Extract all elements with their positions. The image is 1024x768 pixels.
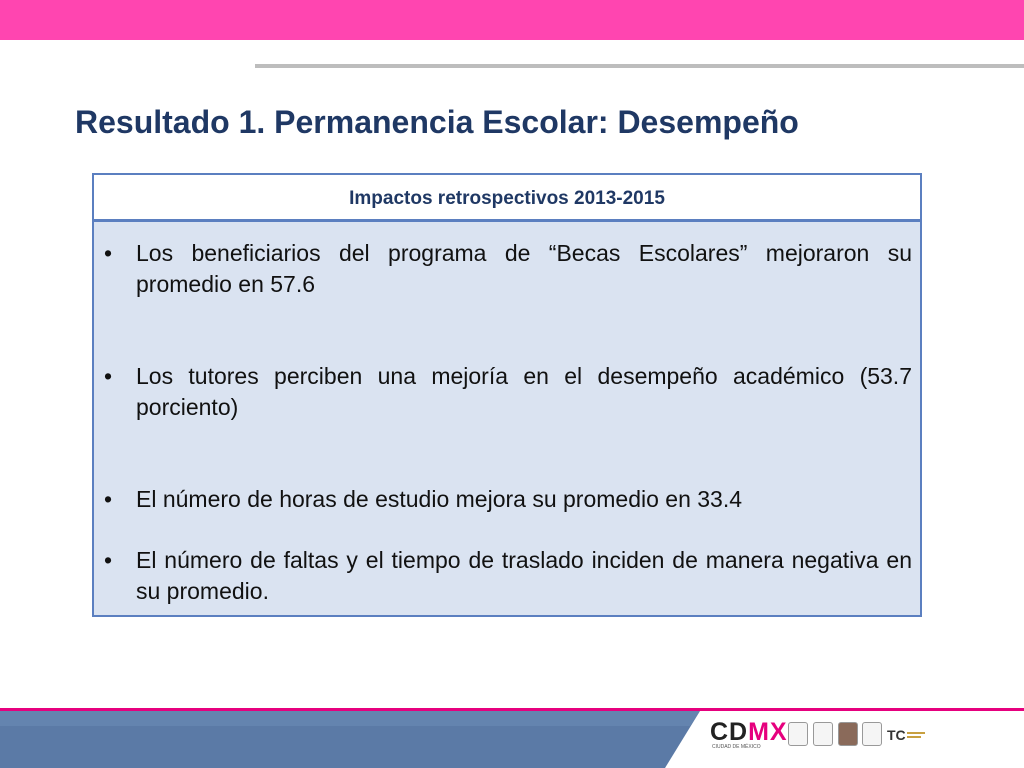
partner-logo-icon <box>887 722 927 746</box>
svg-text:TC: TC <box>887 727 906 743</box>
bullet-dot: • <box>104 363 113 389</box>
institution-seal-icon <box>862 722 882 746</box>
bullet-item <box>104 484 912 515</box>
top-gray-rule <box>255 64 1024 68</box>
bullet-dot: • <box>104 240 113 266</box>
bullet-dot: • <box>104 547 113 573</box>
bullet-item <box>104 238 912 300</box>
coat-of-arms-icon <box>838 722 858 746</box>
institution-seal-icon <box>813 722 833 746</box>
cdmx-logo-subtitle: CIUDAD DE MÉXICO <box>712 744 761 750</box>
impacts-table <box>92 173 922 617</box>
top-pink-band <box>0 0 1024 40</box>
slide-title: Resultado 1. Permanencia Escolar: Desempeño <box>75 104 799 140</box>
bullet-text: Los beneficiarios del programa de “Becas Escolares” mejoraron su promedio en 57.6 <box>136 240 912 297</box>
bullet-dot: • <box>104 486 113 512</box>
bullet-text: El número de faltas y el tiempo de traslado inciden de manera negativa en su promedio. <box>136 547 912 604</box>
bullet-text: Los tutores perciben una mejoría en el desempeño académico (53.7 porciento) <box>136 363 912 420</box>
table-header: Impactos retrospectivos 2013-2015 <box>94 175 920 222</box>
cdmx-logo: CDMX <box>710 718 788 746</box>
institution-seal-icon <box>788 722 808 746</box>
bullet-item <box>104 545 912 607</box>
bullet-item <box>104 361 912 423</box>
bullet-text: El número de horas de estudio mejora su promedio en 33.4 <box>136 486 743 512</box>
